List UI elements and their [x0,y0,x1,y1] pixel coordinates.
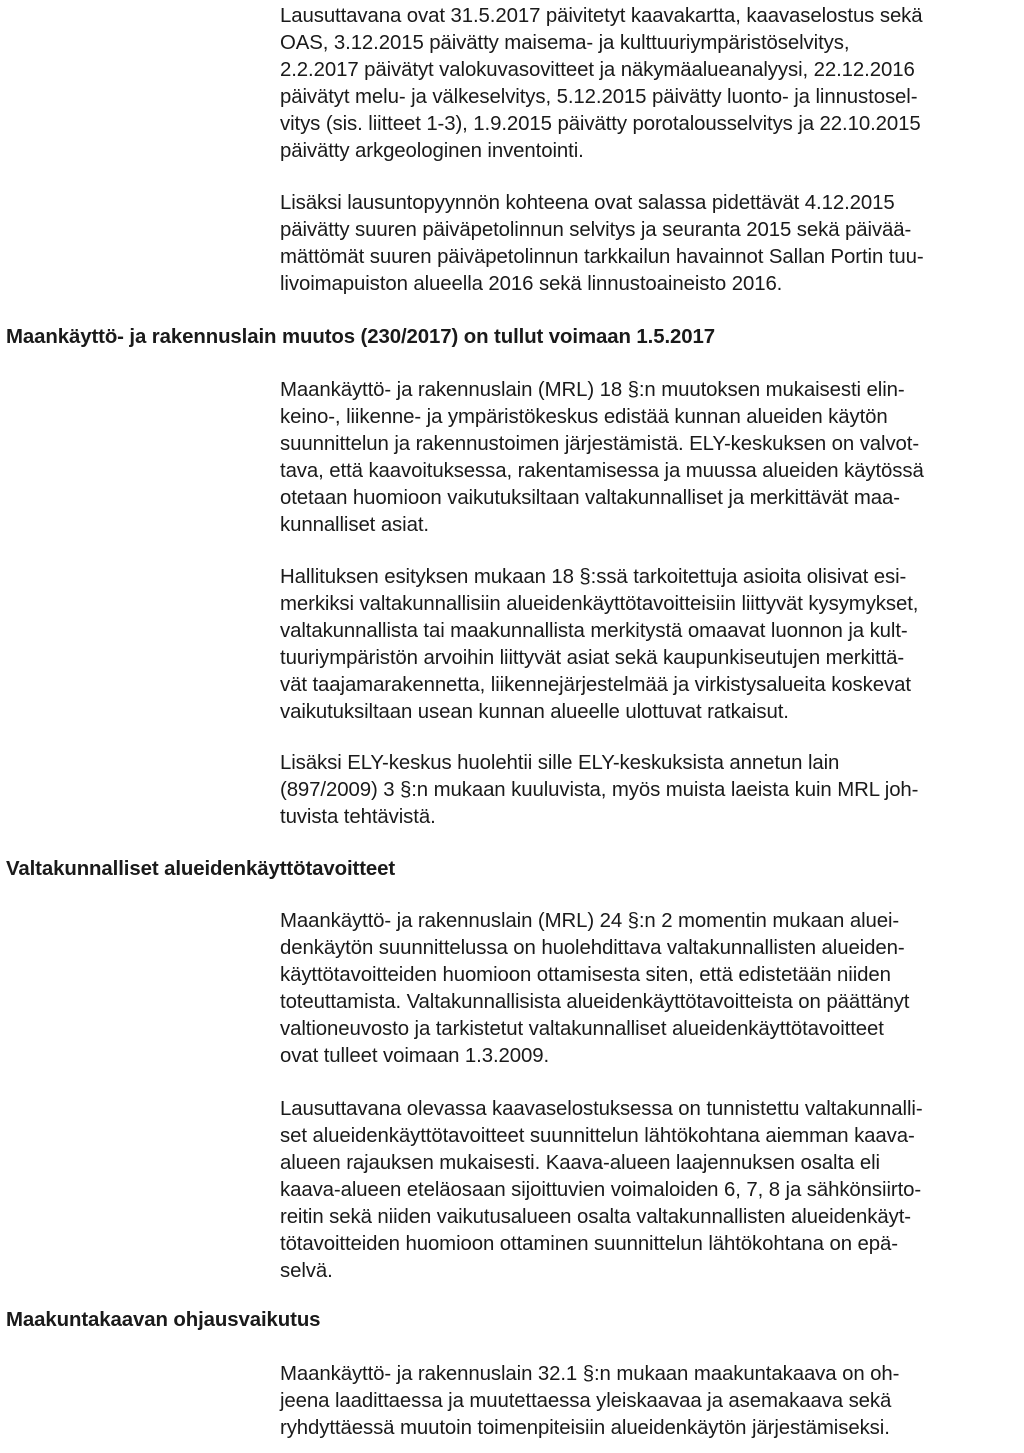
section-heading-valtakunnalliset: Valtakunnalliset alueidenkäyttötavoitteet [6,858,396,880]
mrl-paragraph-2: Hallituksen esityksen mukaan 18 §:ssä tarkoitettuja asioita olisivat esi- merkiksi valtakunnallisiin alueidenkäyttötavoitteisiin liittyvät kysymykset, valtakunnallista tai maakunnallista merkitystä omaavat luonnon ja kult- tuuriympäristön arvoihin liittyvät asiat sekä kaupunkiseutujen merkittä- vät taajamarakennetta, liikennejärjestelmää ja virkistysalueita koskevat vaikutuksiltaan usean kunnan alueelle ulottuvat ratkaisut. [280,566,919,723]
section-heading-mrl-muutos: Maankäyttö- ja rakennuslain muutos (230/2017) on tullut voimaan 1.5.2017 [6,326,715,348]
intro-paragraph-1: Lausuttavana ovat 31.5.2017 päivitetyt kaavakartta, kaavaselostus sekä OAS, 3.12.2015 päivätty maisema- ja kulttuuriympäristöselvitys, 2.2.2017 päivätyt valokuvasovitteet ja näkymäalueanalyysi, 22.12.2016 päivätyt melu- ja välkeselvitys, 5.12.2015 päivätty luonto- ja linnustosel- vitys (sis. liitteet 1-3), 1.9.2015 päivätty porotalousselvitys ja 22.10.2015 päivätty arkgeologinen inventointi. [280,5,923,162]
mrl-paragraph-1: Maankäyttö- ja rakennuslain (MRL) 18 §:n muutoksen mukaisesti elin- keino-, liikenne- ja ympäristökeskus edistää kunnan alueiden käytön suunnittelun ja rakennustoimen järjestämistä. ELY-keskuksen on valvot- tava, että kaavoituksessa, rakentamisessa ja muussa alueiden käytössä otetaan huomioon vaikutuksiltaan valtakunnalliset ja merkittävät maa- kunnalliset asiat. [280,379,924,536]
vat-paragraph-2: Lausuttavana olevassa kaavaselostuksessa on tunnistettu valtakunnalli- set alueidenkäyttötavoitteet suunnittelun lähtökohtana aiemman kaava- alueen rajauksen mukaisesti. Kaava-alueen laajennuksen osalta eli kaava-alueen eteläosaan sijoittuvien voimaloiden 6, 7, 8 ja sähkönsiirto- reitin sekä niiden vaikutusalueen osalta valtakunnallisten alueidenkäyt- tötavoitteiden huomioon ottaminen suunnittelun lähtökohtana on epä- selvä. [280,1098,923,1282]
section-heading-maakuntakaava: Maakuntakaavan ohjausvaikutus [6,1309,321,1331]
intro-paragraph-2: Lisäksi lausuntopyynnön kohteena ovat salassa pidettävät 4.12.2015 päivätty suuren päiväpetolinnun selvitys ja seuranta 2015 sekä päivää- mättömät suuren päiväpetolinnun tarkkailun havainnot Sallan Portin tuu- livoimapuiston alueella 2016 sekä linnustoaineisto 2016. [280,192,924,295]
vat-paragraph-1: Maankäyttö- ja rakennuslain (MRL) 24 §:n 2 momentin mukaan aluei- denkäytön suunnittelussa on huolehdittava valtakunnallisten alueiden- käyttötavoitteiden huomioon ottamisesta siten, että edistetään niiden toteuttamista. Valtakunnallisista alueidenkäyttötavoitteista on päättänyt valtioneuvosto ja tarkistetut valtakunnalliset alueidenkäyttötavoitteet ovat tulleet voimaan 1.3.2009. [280,910,910,1067]
maakuntakaava-paragraph-1: Maankäyttö- ja rakennuslain 32.1 §:n mukaan maakuntakaava on oh- jeena laadittaessa ja muutettaessa yleiskaavaa ja asemakaava sekä ryhdyttäessä muutoin toimenpiteisiin alueidenkäytön järjestämiseksi. [280,1363,900,1439]
mrl-paragraph-3: Lisäksi ELY-keskus huolehtii sille ELY-keskuksista annetun lain (897/2009) 3 §:n mukaan kuuluvista, myös muista laeista kuin MRL joh- tuvista tehtävistä. [280,752,919,828]
